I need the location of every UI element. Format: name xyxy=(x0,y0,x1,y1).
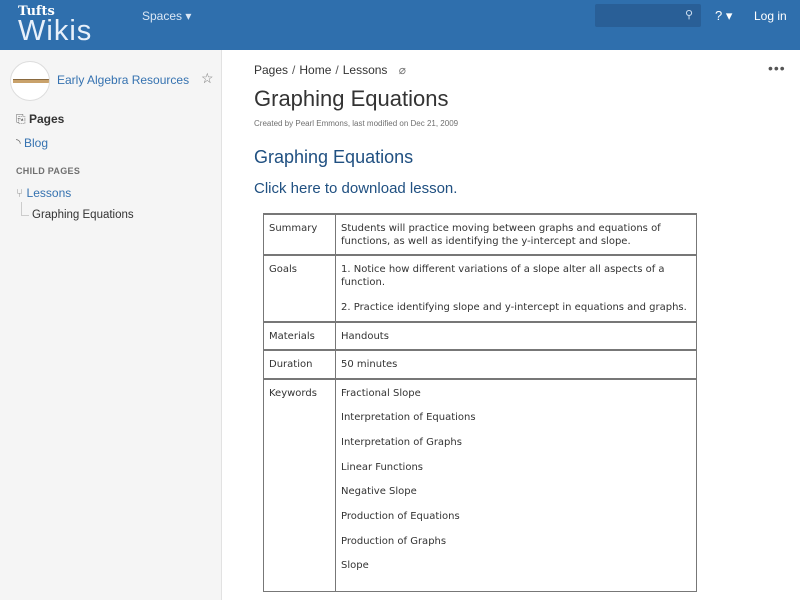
breadcrumb-home[interactable]: Home xyxy=(299,63,332,77)
more-actions-button[interactable]: ••• xyxy=(768,60,786,76)
sidebar-item-blog[interactable] xyxy=(16,136,48,150)
goal-item: 2. Practice identifying slope and y-intercept in equations and graphs. xyxy=(341,302,687,313)
help-menu-icon[interactable]: ? ▾ xyxy=(715,8,733,23)
keyword-item: Production of Graphs xyxy=(341,535,447,547)
child-pages-heading: CHILD PAGES xyxy=(16,166,81,176)
row-label: Summary xyxy=(264,214,336,255)
keyword-item: Fractional Slope xyxy=(341,387,421,399)
spaces-menu[interactable]: Spaces ▾ xyxy=(142,9,192,23)
table-row xyxy=(264,379,697,592)
tufts-wikis-logo[interactable] xyxy=(18,5,92,46)
sidebar xyxy=(0,50,222,600)
keyword-item: Negative Slope xyxy=(341,486,417,498)
space-avatar[interactable] xyxy=(10,61,50,101)
keyword-item: Slope xyxy=(341,560,369,572)
search-icon: ⚲ xyxy=(684,9,693,21)
row-value xyxy=(336,255,697,322)
sidebar-item-pages[interactable] xyxy=(16,112,64,127)
lesson-table xyxy=(263,213,697,592)
table-row xyxy=(264,255,697,322)
keywords-list xyxy=(336,379,697,592)
top-nav-bar xyxy=(0,0,800,50)
pages-label: Pages xyxy=(28,112,65,126)
page-tree-icon: ⑂ xyxy=(16,186,27,200)
logo-text-bottom: Wikis xyxy=(18,15,93,47)
breadcrumb-lessons[interactable]: Lessons xyxy=(342,63,388,77)
keyword-item: Linear Functions xyxy=(341,461,424,473)
breadcrumb-pages[interactable]: Pages xyxy=(254,63,289,77)
search-input[interactable] xyxy=(595,4,701,27)
row-value: 50 minutes xyxy=(336,350,697,379)
row-label: Duration xyxy=(264,350,336,379)
page-title: Graphing Equations xyxy=(254,86,449,111)
attachment-icon[interactable]: ⌀ xyxy=(398,63,407,77)
sidebar-item-graphing-equations[interactable]: Graphing Equations xyxy=(32,209,134,221)
row-value: Handouts xyxy=(336,322,697,351)
breadcrumb: Pages / Home / Lessons ⌀ xyxy=(254,63,407,77)
keyword-item: Production of Equations xyxy=(341,510,460,522)
row-label: Keywords xyxy=(264,379,336,592)
table-row xyxy=(264,214,697,255)
tree-connector xyxy=(21,202,29,216)
login-link[interactable]: Log in xyxy=(754,9,787,23)
goal-item: 1. Notice how different variations of a slope alter all aspects of a function. xyxy=(341,264,665,288)
blog-label: Blog xyxy=(23,136,49,150)
sidebar-item-lessons[interactable] xyxy=(16,186,71,200)
table-row xyxy=(264,350,697,379)
page-metadata: Created by Pearl Emmons, last modified on Dec 21, 2009 xyxy=(254,119,459,128)
keyword-item: Interpretation of Graphs xyxy=(341,436,462,448)
space-name-link[interactable]: Early Algebra Resources xyxy=(57,73,190,87)
logo-text-top: Tufts xyxy=(18,4,55,19)
pages-icon: ⎘ xyxy=(16,112,29,126)
row-value: Students will practice moving between graphs and equations of functions, as well as identifying the y-intercept and slope. xyxy=(336,214,697,255)
row-label: Materials xyxy=(264,322,336,351)
download-lesson-link[interactable]: Click here to download lesson. xyxy=(254,180,458,197)
rss-icon: ◝ xyxy=(16,136,24,150)
table-row xyxy=(264,322,697,351)
keyword-item: Interpretation of Equations xyxy=(341,412,476,424)
row-label: Goals xyxy=(264,255,336,322)
content-heading: Graphing Equations xyxy=(254,147,414,167)
lessons-label: Lessons xyxy=(26,186,72,200)
star-icon[interactable]: ☆ xyxy=(201,70,214,86)
